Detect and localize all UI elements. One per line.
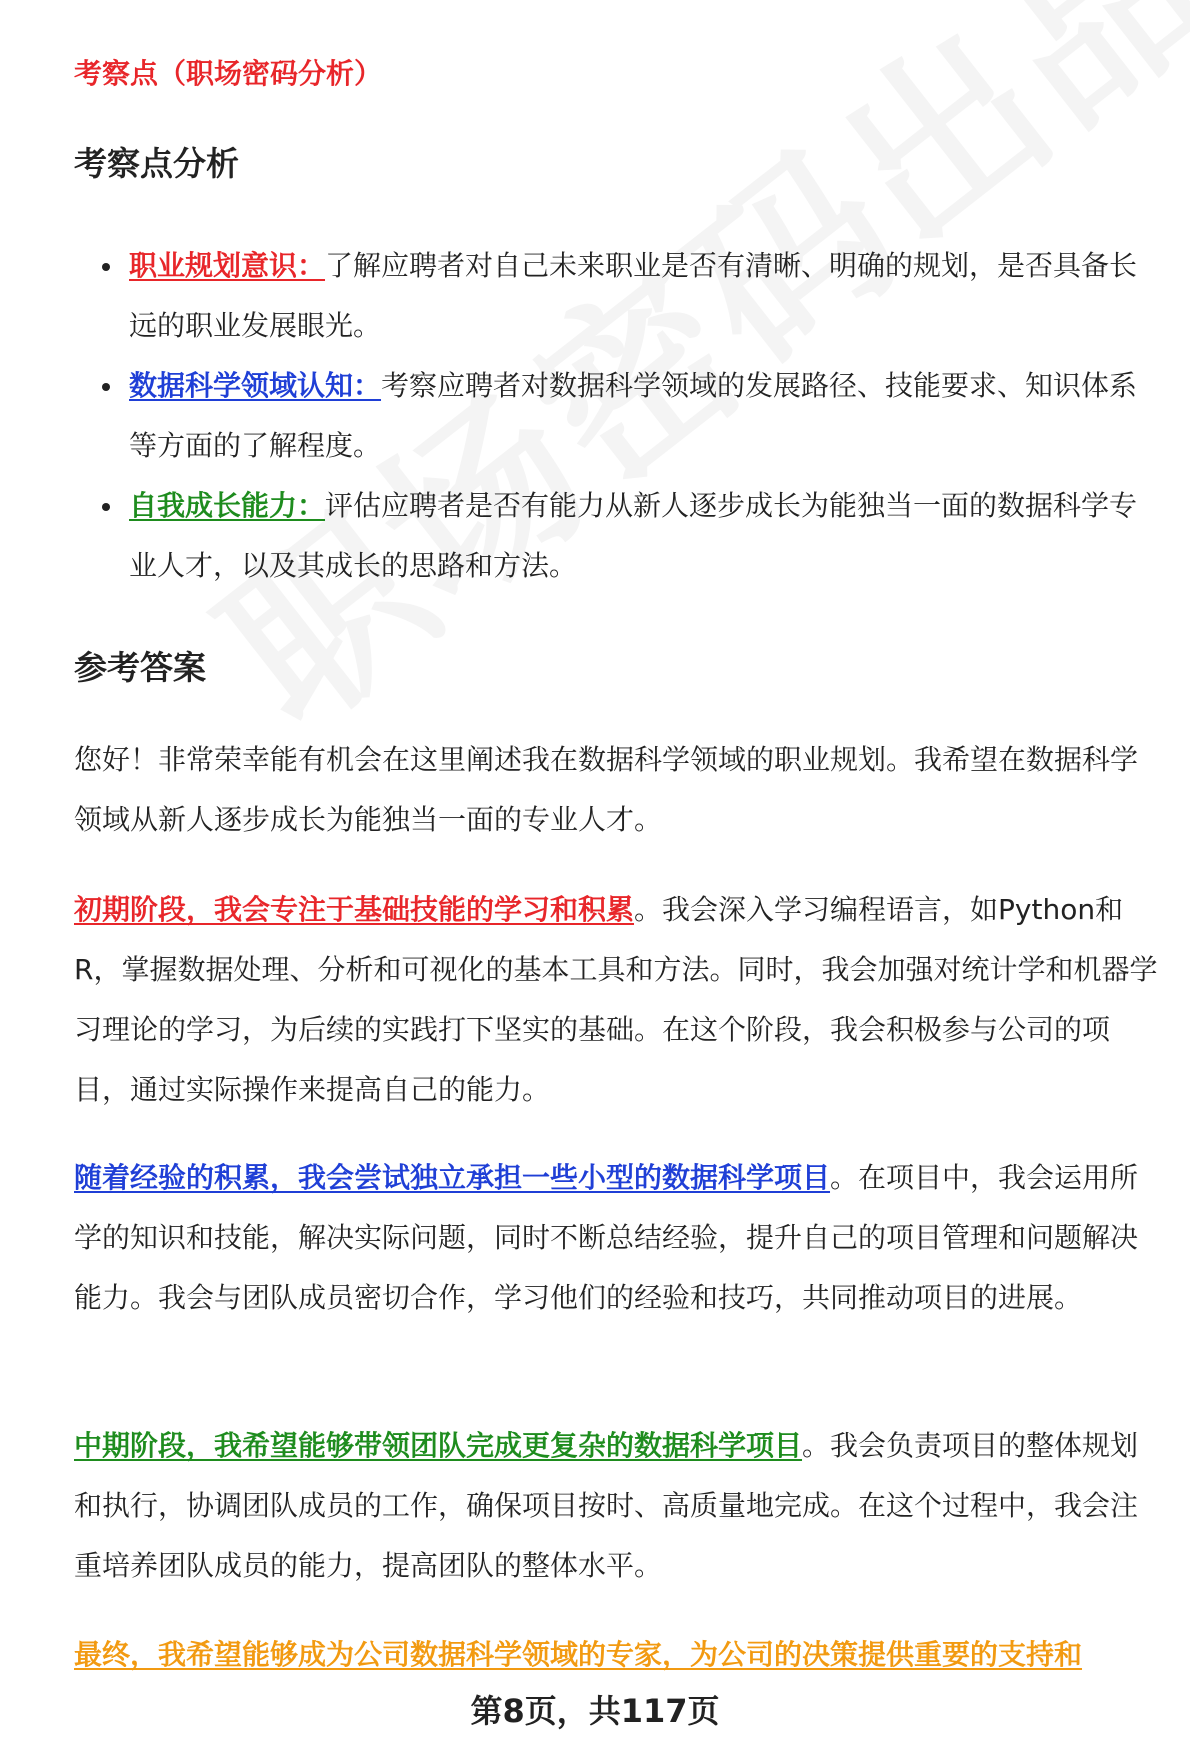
- paragraph-text: 。在项目中，我会运用所学的知识和技能，解决实际问题，同时不断总结经验，提升自己的项目管理和问题解决能力。我会与团队成员密切合作，学习他们的经验和技巧，共同推动项目的进展。: [74, 1161, 1139, 1314]
- analysis-title: 考察点分析: [74, 144, 239, 183]
- list-item: [74, 356, 1164, 476]
- paragraph-text: 。我会负责项目的整体规划和执行，协调团队成员的工作，确保项目按时、高质量地完成。在这个过程中，我会注重培养团队成员的能力，提高团队的整体水平。: [74, 1429, 1139, 1582]
- topic-heading: 考察点（职场密码分析）: [74, 57, 383, 90]
- paragraph-text: 。我会深入学习编程语言，如Python和R，掌握数据处理、分析和可视化的基本工具和方法。同时，我会加强对统计学和机器学习理论的学习，为后续的实践打下坚实的基础。在这个阶段，我会积极参与公司的项目，通过实际操作来提高自己的能力。: [74, 893, 1158, 1106]
- point-label-data-science-cognition: 数据科学领域认知：: [129, 369, 382, 402]
- point-label-self-growth: 自我成长能力：: [129, 489, 326, 522]
- highlight-experience: 随着经验的积累，我会尝试独立承担一些小型的数据科学项目: [74, 1161, 831, 1194]
- page-number: 第8页，共117页: [470, 1692, 720, 1730]
- highlight-final-goal: 最终，我希望能够成为公司数据科学领域的专家，为公司的决策提供重要的支持和: [74, 1638, 1083, 1671]
- answer-paragraph-experience: [74, 1148, 1164, 1328]
- highlight-mid-stage: 中期阶段，我希望能够带领团队完成更复杂的数据科学项目: [74, 1429, 803, 1462]
- answer-title: 参考答案: [74, 648, 206, 687]
- point-text: 了解应聘者对自己未来职业是否有清晰、明确的规划，是否具备长远的职业发展眼光。: [129, 249, 1138, 342]
- answer-intro: 您好！非常荣幸能有机会在这里阐述我在数据科学领域的职业规划。我希望在数据科学领域从新人逐步成长为能独当一面的专业人才。: [74, 743, 1139, 836]
- answer-paragraph-final: [74, 1625, 1164, 1685]
- point-text: 评估应聘者是否有能力从新人逐步成长为能独当一面的数据科学专业人才，以及其成长的思路和方法。: [129, 489, 1138, 582]
- list-item: [74, 476, 1164, 596]
- answer-paragraph-early: [74, 880, 1164, 1120]
- point-text: 考察应聘者对数据科学领域的发展路径、技能要求、知识体系等方面的了解程度。: [129, 369, 1138, 462]
- answer-paragraph-mid: [74, 1416, 1164, 1596]
- analysis-points-list: [74, 236, 1164, 596]
- list-item: [74, 236, 1164, 356]
- point-label-career-planning: 职业规划意识：: [129, 249, 326, 282]
- highlight-early-stage: 初期阶段，我会专注于基础技能的学习和积累: [74, 893, 635, 926]
